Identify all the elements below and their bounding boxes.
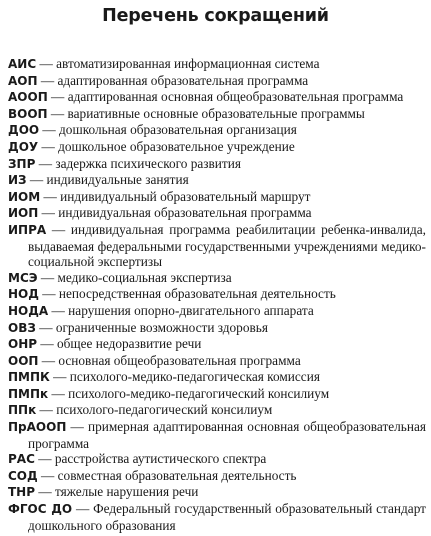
- dash-separator: —: [34, 451, 55, 467]
- abbreviation-term: ОНР: [8, 337, 38, 352]
- dash-separator: —: [48, 385, 69, 401]
- abbreviation-term: ВООП: [8, 106, 48, 121]
- abbreviation-entry: [8, 419, 426, 451]
- dash-separator: —: [37, 467, 58, 483]
- abbreviation-term: ОВЗ: [8, 320, 36, 335]
- abbreviation-definition: дошкольная образовательная организация: [59, 122, 297, 138]
- abbreviation-definition: задержка психического развития: [55, 155, 241, 171]
- dash-separator: —: [72, 501, 94, 517]
- abbreviation-entry: [8, 468, 426, 485]
- dash-separator: —: [47, 89, 68, 105]
- abbreviation-term: ИОП: [8, 206, 39, 221]
- abbreviation-list: [8, 56, 426, 533]
- dash-separator: —: [39, 122, 60, 138]
- abbreviation-entry: [8, 205, 426, 222]
- abbreviation-definition: адаптированная основная общеобразовательная программа: [67, 89, 404, 105]
- abbreviation-definition: индивидуальный образовательный маршрут: [60, 188, 311, 204]
- abbreviation-term: СОД: [8, 468, 38, 483]
- dash-separator: —: [46, 221, 71, 237]
- abbreviation-entry: [8, 286, 426, 303]
- abbreviation-term: ООП: [8, 353, 39, 368]
- dash-separator: —: [35, 319, 56, 335]
- dash-separator: —: [35, 484, 55, 500]
- abbreviation-term: ПрАООП: [8, 420, 67, 435]
- abbreviation-definition: ограниченные возможности здоровья: [55, 319, 268, 335]
- abbreviation-entry: [8, 172, 426, 189]
- abbreviation-entry: [8, 303, 426, 320]
- dash-separator: —: [38, 352, 59, 368]
- abbreviation-entry: [8, 139, 426, 156]
- dash-separator: —: [38, 205, 59, 221]
- dash-separator: —: [66, 419, 88, 435]
- abbreviation-entry: [8, 369, 426, 386]
- abbreviation-entry: [8, 89, 426, 106]
- abbreviation-term: АОП: [8, 73, 38, 88]
- abbreviation-definition: нарушения опорно-двигательного аппарата: [68, 302, 314, 318]
- abbreviation-definition: психолого-медико-педагогический консилиум: [68, 385, 330, 401]
- abbreviation-definition: расстройства аутистического спектра: [54, 451, 267, 467]
- abbreviation-definition: адаптированная образовательная программа: [57, 72, 309, 88]
- abbreviation-definition: дошкольное образовательное учреждение: [58, 138, 295, 154]
- dash-separator: —: [47, 105, 68, 121]
- dash-separator: —: [38, 286, 59, 302]
- abbreviation-entry: [8, 73, 426, 90]
- abbreviation-entry: [8, 320, 426, 337]
- abbreviation-term: МСЭ: [8, 270, 38, 285]
- abbreviation-entry: [8, 402, 426, 419]
- abbreviation-definition: медико-социальная экспертиза: [57, 269, 232, 285]
- abbreviation-term: ДОУ: [8, 139, 39, 154]
- abbreviation-definition: Федеральный государственный образовательный стандарт дошкольного образования: [28, 501, 426, 533]
- abbreviation-entry: [8, 222, 426, 270]
- dash-separator: —: [36, 56, 57, 71]
- abbreviation-definition: психолого-педагогический консилиум: [56, 402, 273, 418]
- abbreviation-definition: индивидуальные занятия: [46, 172, 189, 188]
- abbreviation-definition: непосредственная образовательная деятельность: [58, 286, 336, 302]
- abbreviation-definition: автоматизированная информационная система: [56, 56, 320, 71]
- abbreviation-definition: вариативные основные образовательные программы: [67, 105, 365, 121]
- dash-separator: —: [37, 72, 58, 88]
- abbreviation-definition: психолого-медико-педагогическая комиссия: [69, 369, 320, 385]
- dash-separator: —: [40, 188, 61, 204]
- abbreviation-entry: [8, 386, 426, 403]
- dash-separator: —: [26, 172, 47, 188]
- abbreviation-entry: [8, 353, 426, 370]
- abbreviation-term: ППк: [8, 403, 37, 418]
- abbreviation-definition: основная общеобразовательная программа: [58, 352, 301, 368]
- dash-separator: —: [36, 402, 57, 418]
- dash-separator: —: [49, 369, 70, 385]
- abbreviation-term: ФГОС ДО: [8, 502, 73, 517]
- dash-separator: —: [35, 155, 56, 171]
- dash-separator: —: [37, 336, 57, 352]
- dash-separator: —: [37, 269, 58, 285]
- abbreviation-term: ДОО: [8, 123, 40, 138]
- abbreviation-definition: тяжелые нарушения речи: [54, 484, 199, 500]
- abbreviation-entry: [8, 189, 426, 206]
- dash-separator: —: [38, 138, 59, 154]
- abbreviation-entry: [8, 106, 426, 123]
- abbreviation-entry: [8, 270, 426, 287]
- page-title: Перечень сокращений: [102, 6, 329, 26]
- abbreviation-entry: [8, 451, 426, 468]
- abbreviation-term: ИПРА: [8, 222, 47, 237]
- abbreviation-term: ИЗ: [8, 173, 27, 188]
- abbreviation-term: НОДА: [8, 303, 49, 318]
- abbreviation-term: ЗПР: [8, 156, 36, 171]
- abbreviation-entry: [8, 336, 426, 353]
- abbreviation-definition: примерная адаптированная основная общеобразовательная программа: [28, 419, 427, 451]
- abbreviation-term: НОД: [8, 287, 39, 302]
- abbreviation-entry: [8, 56, 426, 73]
- abbreviation-term: АИС: [8, 57, 37, 71]
- abbreviation-definition: индивидуальная образовательная программа: [58, 205, 312, 221]
- abbreviation-entry: [8, 156, 426, 173]
- abbreviation-entry: [8, 501, 426, 533]
- abbreviation-term: ПМПк: [8, 386, 49, 401]
- abbreviation-entry: [8, 122, 426, 139]
- abbreviation-entry: [8, 484, 426, 501]
- abbreviation-term: РАС: [8, 452, 35, 467]
- abbreviation-definition: общее недоразвитие речи: [57, 336, 202, 352]
- abbreviation-term: ИОМ: [8, 189, 41, 204]
- dash-separator: —: [48, 302, 69, 318]
- abbreviation-term: АООП: [8, 90, 48, 105]
- abbreviation-definition: совместная образовательная деятельность: [57, 467, 297, 483]
- abbreviation-term: ТНР: [8, 485, 36, 500]
- abbreviation-definition: индивидуальная программа реабилитации ребенка-инвалида, выдаваемая федеральными государственными учреждениями медико-социальной экспертизы: [28, 221, 426, 270]
- abbreviation-term: ПМПК: [8, 370, 50, 385]
